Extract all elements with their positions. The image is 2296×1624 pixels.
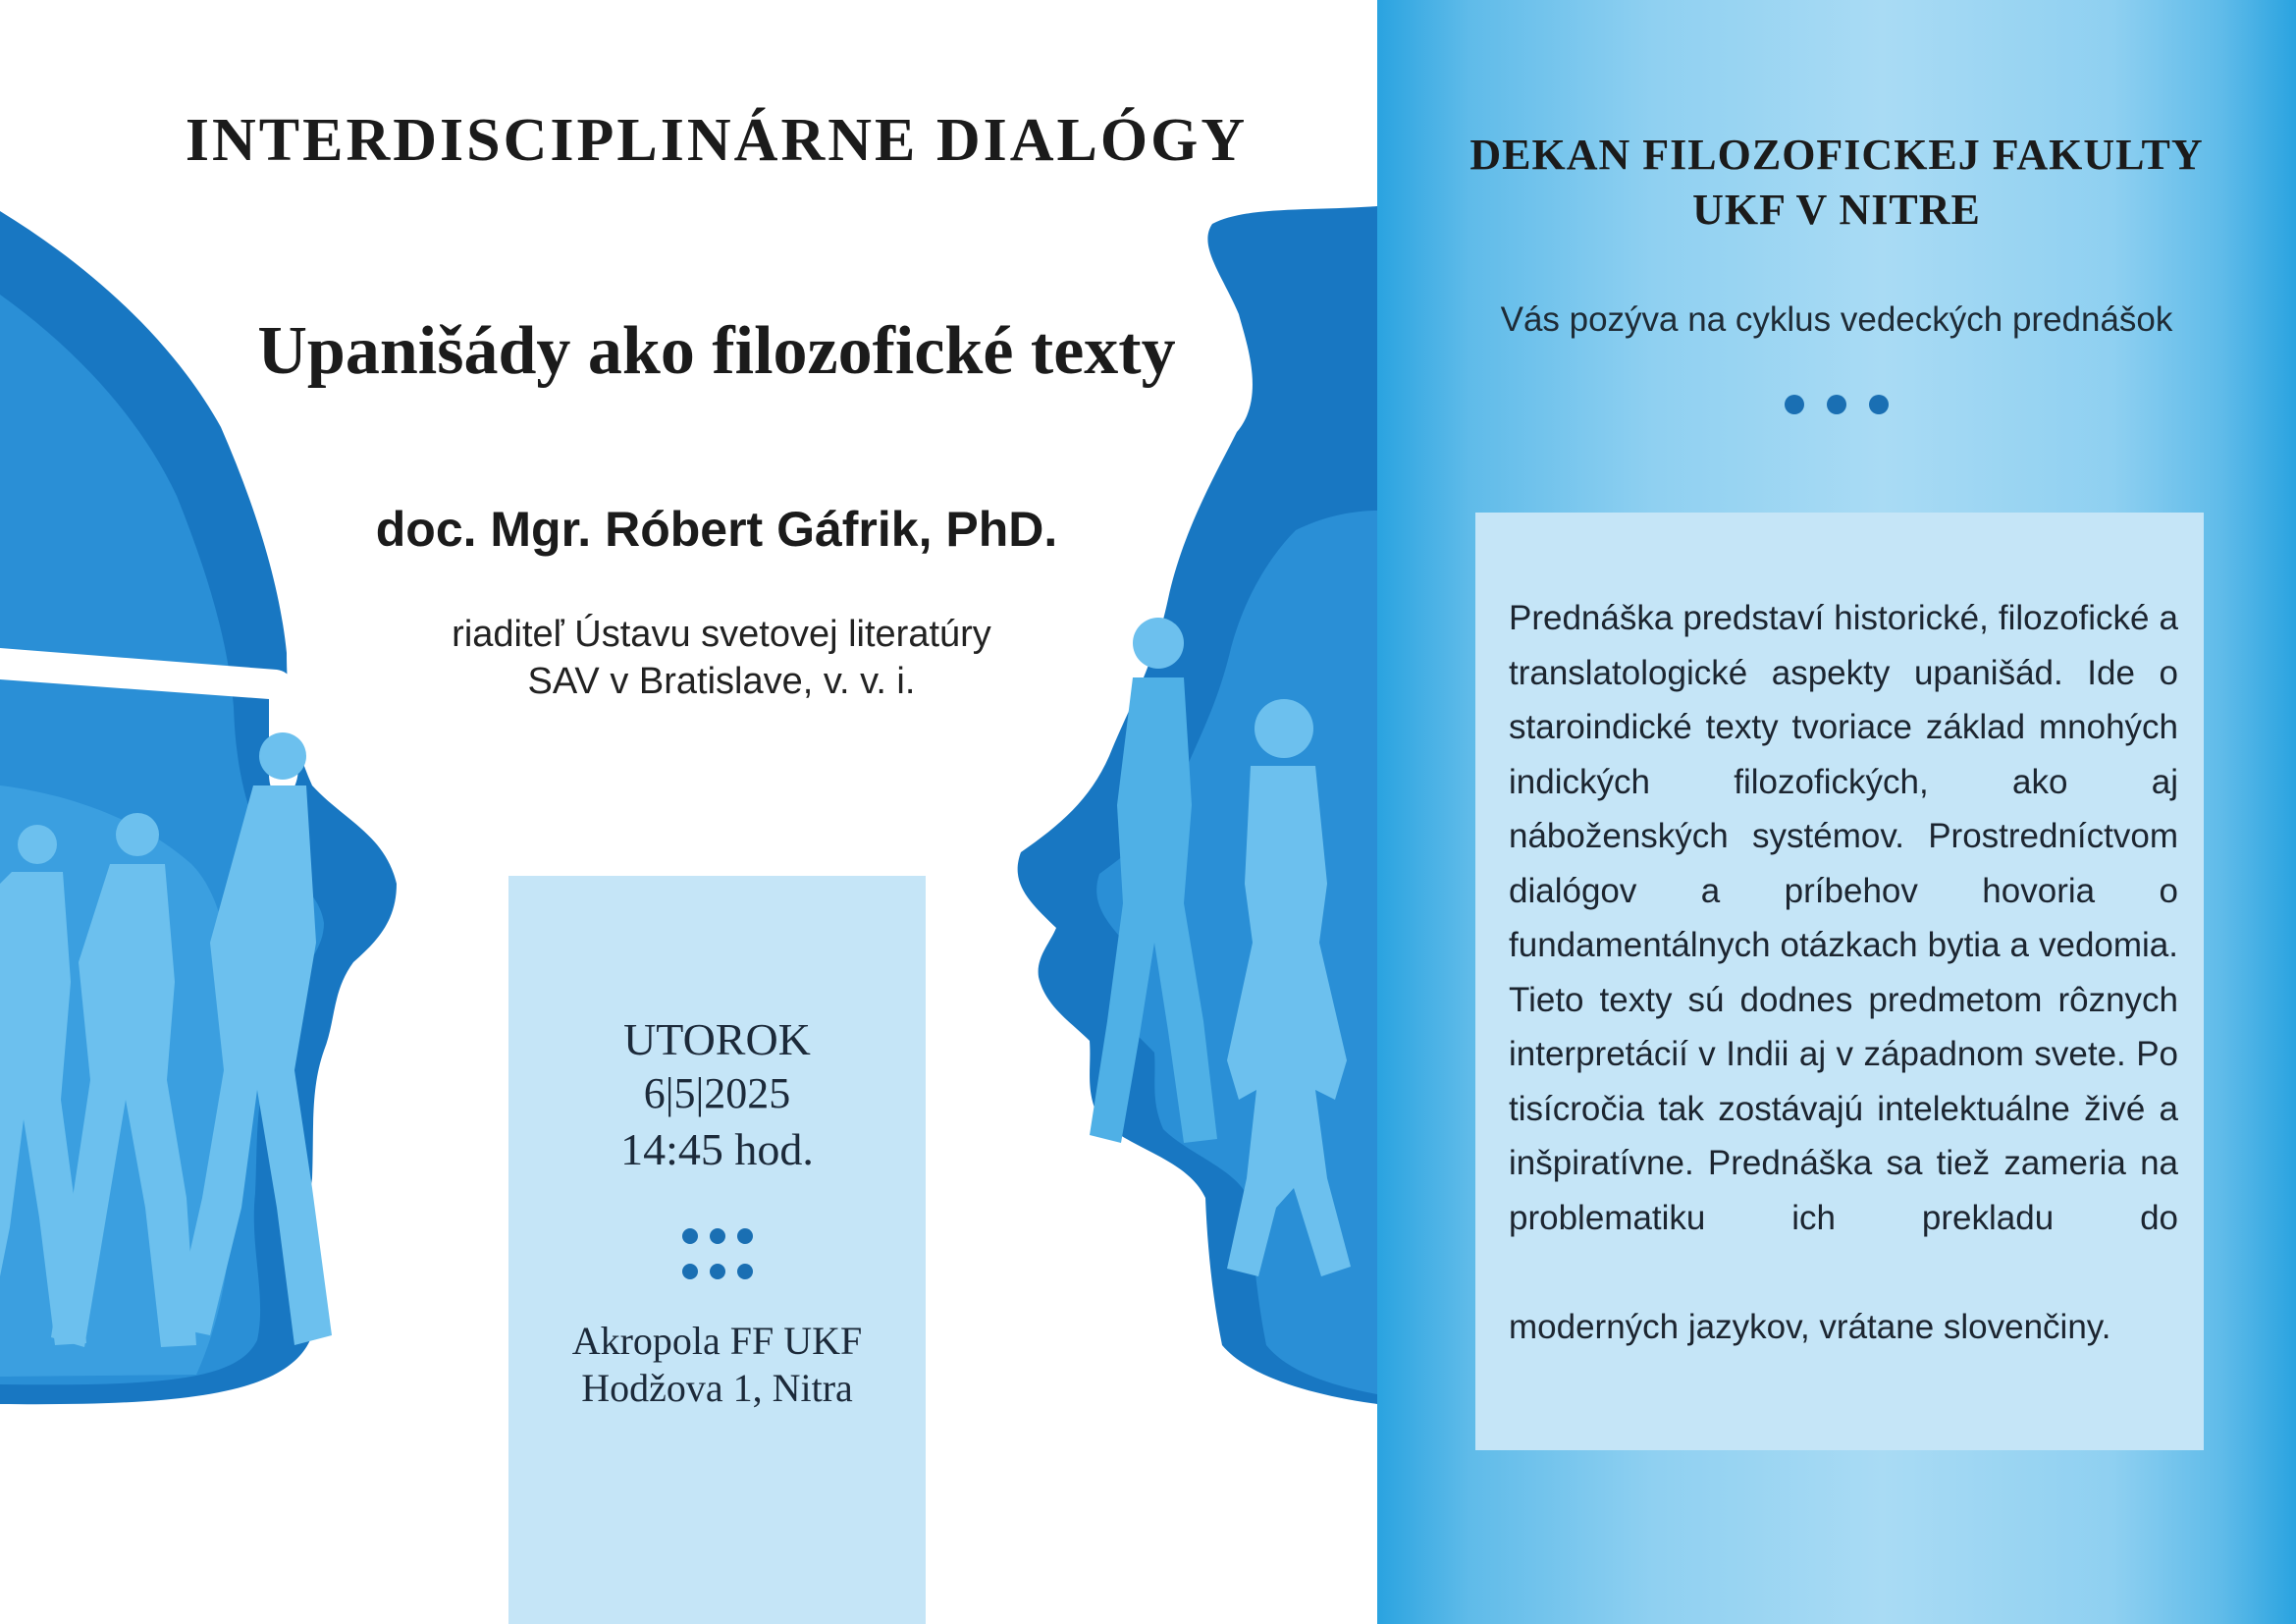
description-box bbox=[1475, 513, 2204, 1450]
event-day: UTOROK bbox=[623, 1014, 811, 1064]
event-time: 14:45 hod. bbox=[620, 1124, 814, 1174]
lecture-description: Prednáška predstaví historické, filozofické a translatologické aspekty upanišád. Ide o staroindické texty tvoriace základ mnohých indických filozofických, ako aj náboženských systémov. Prostredníctvom dialógov a príbehov hovoria o fundamentálnych otázkach bytia a vedomia. Tieto texty sú dodnes predmetom rôznych interpretácií v Indii aj v západnom svete. Po tisícročia tak zostávajú intelektuálne živé a inšpiratívne. Prednáška sa tiež zameria na problematiku ich prekladu do bbox=[1509, 599, 2178, 1237]
lecture-title: Upanišády ako filozofické texty bbox=[257, 313, 1176, 389]
right-panel bbox=[1377, 0, 2296, 1624]
speaker-affiliation-line2: SAV v Bratislave, v. v. i. bbox=[527, 661, 916, 702]
speaker-name: doc. Mgr. Róbert Gáfrik, PhD. bbox=[375, 502, 1058, 557]
event-date: 6|5|2025 bbox=[643, 1069, 791, 1117]
event-info-box bbox=[508, 876, 926, 1624]
six-dots-divider-icon bbox=[681, 1227, 754, 1282]
three-dots-divider-icon bbox=[1783, 393, 1891, 416]
series-title: INTERDISCIPLINÁRNE DIALÓGY bbox=[185, 107, 1249, 174]
speaker-affiliation-line1: riaditeľ Ústavu svetovej literatúry bbox=[452, 614, 991, 655]
host-title-line1: DEKAN FILOZOFICKEJ FAKULTY bbox=[1469, 131, 2204, 179]
event-address: Hodžova 1, Nitra bbox=[581, 1366, 853, 1410]
host-title-line2: UKF V NITRE bbox=[1692, 186, 1981, 234]
lecture-description-last-line: moderných jazykov, vrátane slovenčiny. bbox=[1509, 1308, 2111, 1346]
invitation-text: Vás pozýva na cyklus vedeckých prednášok bbox=[1500, 300, 2173, 339]
speaker-affiliation bbox=[285, 611, 1158, 705]
event-venue: Akropola FF UKF bbox=[571, 1319, 863, 1363]
